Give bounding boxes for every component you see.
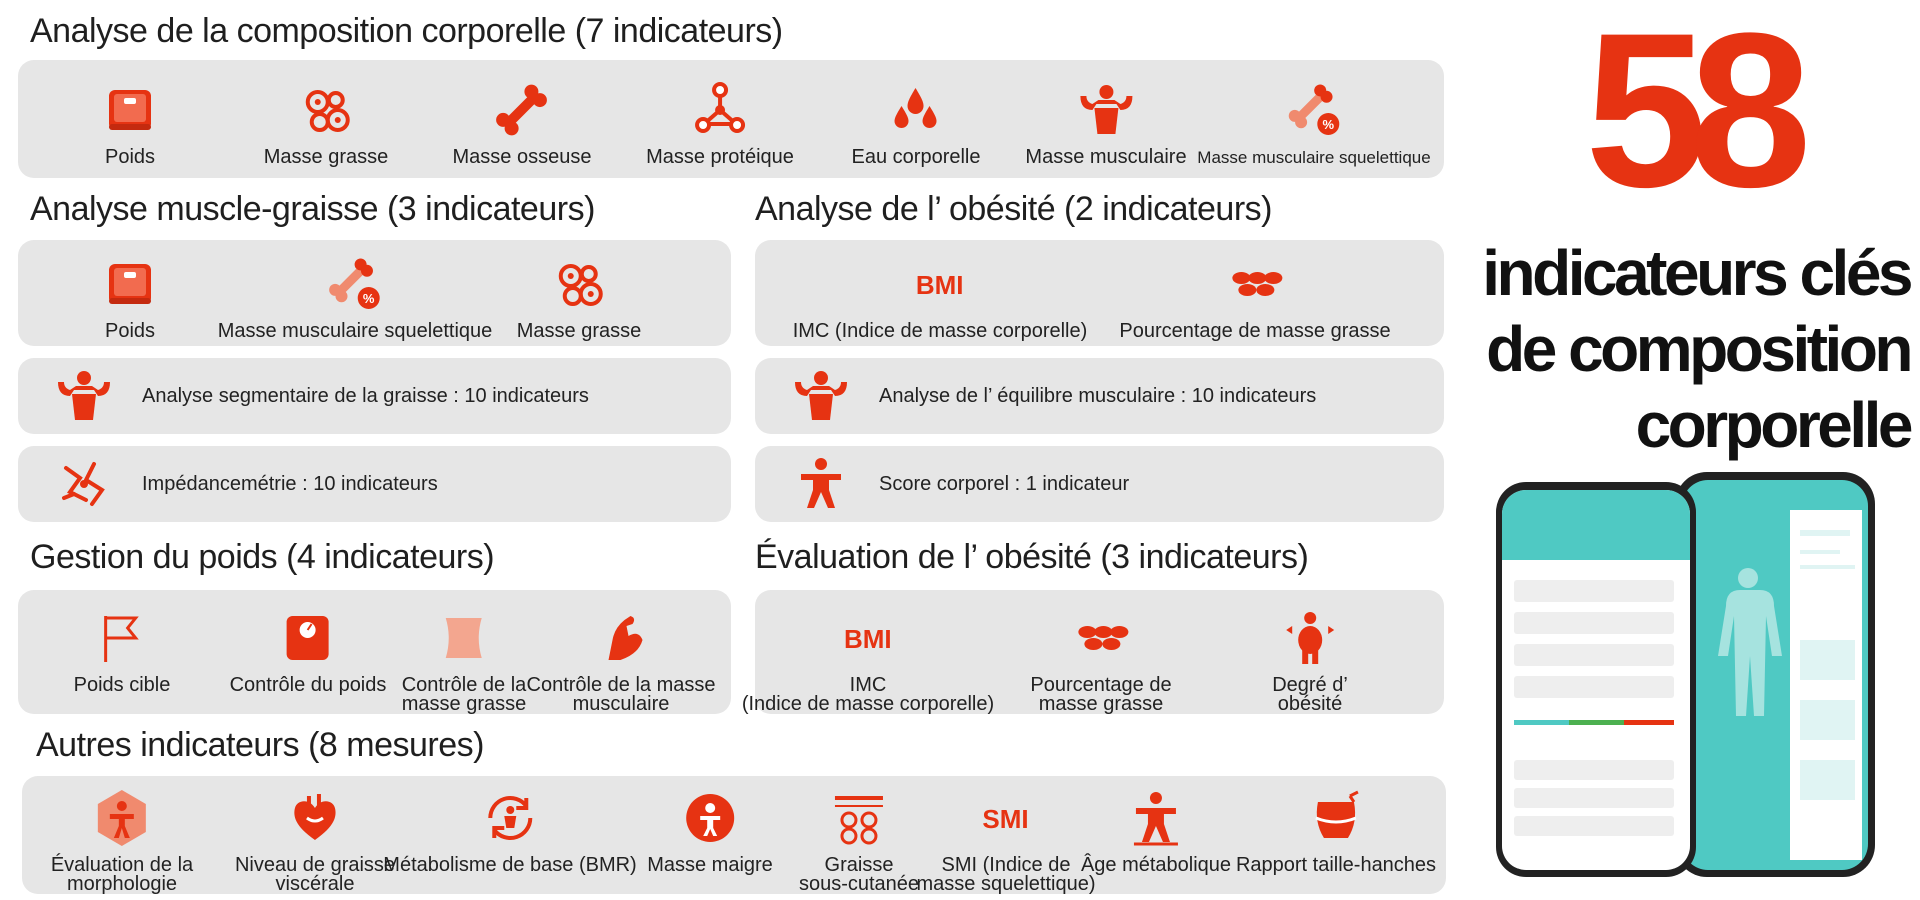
section-title-obesity-evaluation: Évaluation de l’ obésité (3 indicateurs) bbox=[755, 538, 1309, 576]
item-bmr bbox=[383, 788, 636, 875]
item-visceral-fat bbox=[235, 788, 395, 894]
scale-icon bbox=[100, 254, 160, 314]
item-label-2: viscérale bbox=[275, 873, 355, 895]
item-label: IMC (Indice de masse corporelle) bbox=[792, 320, 1088, 342]
headline-line-1: indicateurs clés bbox=[1482, 237, 1910, 309]
headline-line-2: de composition bbox=[1486, 313, 1910, 385]
row-muscle-balance bbox=[755, 358, 1316, 434]
panel-others bbox=[22, 776, 1446, 894]
phone-mockup-image bbox=[1490, 470, 1890, 880]
item-skeletal-muscle-mass bbox=[1197, 80, 1430, 167]
item-label: Évaluation de la bbox=[50, 854, 194, 876]
bmi-icon bbox=[910, 254, 970, 314]
item-label: Masse musculaire squelettique bbox=[217, 320, 493, 342]
muscle-torso-icon bbox=[54, 366, 114, 426]
item-label: Rapport taille-hanches bbox=[1235, 854, 1437, 876]
muscle-torso-icon bbox=[1076, 80, 1136, 140]
bmi-icon bbox=[838, 608, 898, 668]
item-label: Eau corporelle bbox=[851, 146, 981, 168]
item-weight bbox=[100, 80, 160, 167]
item-lean-mass bbox=[647, 788, 773, 875]
svg-text:BMI: BMI bbox=[916, 270, 964, 300]
item-label-2: obésité bbox=[1277, 693, 1343, 715]
section-title-others: Autres indicateurs (8 mesures) bbox=[36, 726, 484, 764]
item-obesity-degree bbox=[1272, 608, 1348, 714]
item-body-water bbox=[852, 80, 981, 167]
row-body-score bbox=[755, 446, 1129, 522]
row-segmental-fat bbox=[18, 358, 589, 434]
item-bone-mass bbox=[453, 80, 592, 167]
item-target-weight bbox=[74, 608, 171, 695]
section-title-muscle-fat: Analyse muscle-graisse (3 indicateurs) bbox=[30, 190, 595, 228]
metabolism-cycle-icon bbox=[480, 788, 540, 848]
item-label-2: masse grasse bbox=[1038, 693, 1164, 715]
item-label: Degré d’ bbox=[1272, 674, 1348, 696]
item-bmi bbox=[742, 608, 994, 714]
row-label: Impédancemétrie : 10 indicateurs bbox=[142, 472, 438, 495]
item-weight bbox=[100, 254, 160, 341]
flexed-arm-icon bbox=[591, 608, 651, 668]
item-bmi bbox=[793, 254, 1088, 341]
item-fat-mass bbox=[264, 80, 389, 167]
item-fat-mass bbox=[517, 254, 642, 341]
item-smi bbox=[917, 788, 1096, 894]
bone-icon bbox=[492, 80, 552, 140]
scale-icon bbox=[100, 80, 160, 140]
waist-icon bbox=[434, 608, 494, 668]
panel-muscle-fat bbox=[18, 240, 731, 346]
item-body-fat-percent bbox=[1119, 254, 1390, 341]
svg-text:%: % bbox=[363, 291, 375, 306]
item-body-fat-percent bbox=[1030, 608, 1171, 714]
item-label: SMI (Indice de bbox=[941, 854, 1071, 876]
impedance-body-icon bbox=[54, 454, 114, 514]
headline-line-3: corporelle bbox=[1635, 389, 1910, 461]
bone-percent-icon bbox=[1284, 80, 1344, 140]
panel-segmental-fat bbox=[18, 358, 731, 434]
section-title-body-composition: Analyse de la composition corporelle (7 indicateurs) bbox=[30, 12, 783, 50]
item-waist-hip-ratio bbox=[1236, 788, 1436, 875]
svg-text:BMI: BMI bbox=[844, 624, 892, 654]
lean-body-icon bbox=[680, 788, 740, 848]
item-label: Masse grasse bbox=[263, 146, 389, 168]
item-label: Masse grasse bbox=[516, 320, 642, 342]
item-label: Poids bbox=[104, 320, 156, 342]
item-metabolic-age bbox=[1081, 788, 1231, 875]
person-icon bbox=[791, 454, 851, 514]
row-impedance bbox=[18, 446, 438, 522]
item-label: Masse musculaire squelettique bbox=[1197, 148, 1431, 167]
item-skeletal-muscle bbox=[218, 254, 493, 341]
item-label-2: (Indice de masse corporelle) bbox=[741, 693, 995, 715]
panel-body-score bbox=[755, 446, 1444, 522]
fat-cells-icon bbox=[549, 254, 609, 314]
waist-hip-icon bbox=[1306, 788, 1366, 848]
item-morphology bbox=[51, 788, 193, 894]
item-label: Masse maigre bbox=[647, 854, 773, 876]
item-subcutaneous-fat bbox=[799, 788, 919, 894]
fat-pebbles-icon bbox=[1071, 608, 1131, 668]
item-label-2: masse grasse bbox=[401, 693, 527, 715]
bone-percent-icon bbox=[325, 254, 385, 314]
subcutaneous-layers-icon bbox=[829, 788, 889, 848]
fat-cells-icon bbox=[296, 80, 356, 140]
svg-text:SMI: SMI bbox=[982, 804, 1030, 834]
water-drops-icon bbox=[886, 80, 946, 140]
smi-icon bbox=[976, 788, 1036, 848]
headline-number: 58 bbox=[1585, 0, 1794, 233]
item-label-2: musculaire bbox=[572, 693, 670, 715]
section-title-weight-management: Gestion du poids (4 indicateurs) bbox=[30, 538, 495, 576]
item-label: Métabolisme de base (BMR) bbox=[383, 854, 637, 876]
obesity-person-icon bbox=[1280, 608, 1340, 668]
item-label: Graisse bbox=[824, 854, 894, 876]
item-protein-mass bbox=[646, 80, 794, 167]
hexagon-person-icon bbox=[92, 788, 152, 848]
panel-weight-management bbox=[18, 590, 731, 714]
person-icon bbox=[1126, 788, 1186, 848]
item-label: Contrôle de la masse bbox=[526, 674, 716, 696]
heart-organ-icon bbox=[285, 788, 345, 848]
scale-icon bbox=[278, 608, 338, 668]
item-label-2: masse squelettique) bbox=[916, 873, 1096, 895]
item-label: Masse osseuse bbox=[452, 146, 592, 168]
panel-impedance bbox=[18, 446, 731, 522]
item-label-2: sous-cutanée bbox=[798, 873, 920, 895]
panel-obesity-evaluation bbox=[741, 590, 1444, 715]
item-label: Masse protéique bbox=[646, 146, 794, 168]
row-label: Analyse segmentaire de la graisse : 10 indicateurs bbox=[142, 384, 589, 407]
row-label: Analyse de l’ équilibre musculaire : 10 indicateurs bbox=[879, 384, 1317, 407]
item-label: Niveau de graisse bbox=[234, 854, 396, 876]
molecule-icon bbox=[690, 80, 750, 140]
item-fat-control bbox=[402, 608, 527, 714]
panel-muscle-balance bbox=[755, 358, 1444, 434]
item-label: Contrôle de la bbox=[401, 674, 527, 696]
item-muscle-control bbox=[527, 608, 716, 714]
item-label: IMC bbox=[849, 674, 887, 696]
item-label: Poids bbox=[104, 146, 156, 168]
panel-obesity-analysis bbox=[755, 240, 1444, 346]
flag-icon bbox=[92, 608, 152, 668]
section-title-obesity-analysis: Analyse de l’ obésité (2 indicateurs) bbox=[755, 190, 1272, 228]
muscle-torso-icon bbox=[791, 366, 851, 426]
item-label: Contrôle du poids bbox=[229, 674, 387, 696]
svg-text:%: % bbox=[1322, 117, 1334, 132]
item-label-2: morphologie bbox=[66, 873, 178, 895]
fat-pebbles-icon bbox=[1225, 254, 1285, 314]
panel-body-composition bbox=[18, 60, 1444, 178]
item-muscle-mass bbox=[1025, 80, 1186, 167]
item-label: Masse musculaire bbox=[1025, 146, 1187, 168]
headline-text bbox=[1435, 235, 1910, 463]
row-label: Score corporel : 1 indicateur bbox=[879, 472, 1130, 495]
item-label: Pourcentage de masse grasse bbox=[1119, 320, 1391, 342]
item-label: Poids cible bbox=[73, 674, 171, 696]
item-weight-control bbox=[230, 608, 387, 695]
item-label: Pourcentage de bbox=[1030, 674, 1172, 696]
item-label: Âge métabolique bbox=[1080, 854, 1232, 876]
